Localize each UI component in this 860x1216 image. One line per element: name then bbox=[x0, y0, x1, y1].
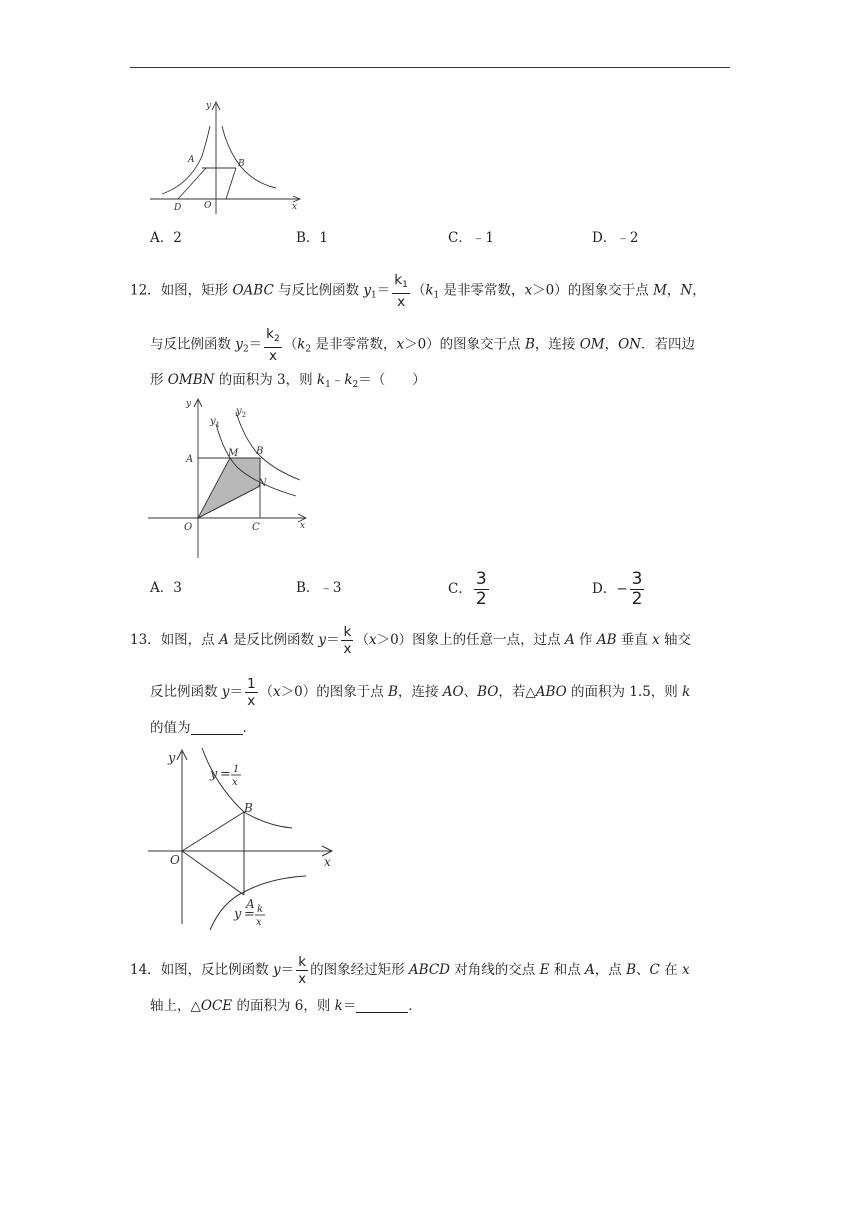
q12-label-y1: $y_1$ bbox=[210, 416, 221, 429]
q11-label-b: B bbox=[238, 159, 245, 169]
svg-text:x: x bbox=[232, 777, 238, 788]
header-rule bbox=[130, 67, 730, 68]
q11-option-c[interactable]: C．﹣1 bbox=[448, 230, 494, 246]
q14-line-2: 轴上，△OCE 的面积为 6，则 k＝ ． bbox=[150, 998, 422, 1014]
q12-label-c: C bbox=[252, 522, 260, 533]
q14-line-1: 14．如图，反比例函数 y＝ $\frac{k}{x}$ 的图象经过矩形 ABCD 对角线的交点 E 和点 A，点 B、C 在 x bbox=[130, 954, 690, 987]
q12-option-c[interactable]: C． $\frac{3}{2}$ bbox=[448, 569, 487, 609]
q12-y-label: y bbox=[186, 399, 192, 409]
q12-label-m: M bbox=[228, 448, 239, 459]
q11-option-b[interactable]: B．1 bbox=[296, 230, 329, 246]
q12-fraction-k2-over-x: $\frac{k_2}{x}$ bbox=[266, 326, 280, 364]
q13-label-a: A bbox=[246, 897, 255, 911]
q11-x-label: x bbox=[292, 202, 298, 212]
q12-line-1: 12．如图，矩形 OABC 与反比例函数 $y_1=$ $\frac{k_1}{x}$ （$k_1$ 是非零常数，x＞0）的图象交于点 M，N， bbox=[130, 272, 706, 310]
q12-line-3: 形 OMBN 的面积为 3，则 $k_1﹣k_2=$（ ） bbox=[150, 372, 426, 390]
q13-label-o: O bbox=[170, 853, 180, 867]
q12-option-c-fraction: $\frac{3}{2}$ bbox=[475, 569, 487, 609]
q12-option-d-fraction: $\frac{3}{2}$ bbox=[631, 569, 643, 609]
q12-label-n: N bbox=[258, 478, 267, 489]
q12-label-y2: $y_2$ bbox=[236, 406, 247, 419]
q13-label-eq2 bbox=[233, 904, 265, 928]
q13-line-2: 反比例函数 y＝ $\frac{1}{x}$ （x＞0）的图象于点 B，连接 AO、BO，若△ABO 的面积为 1.5，则 k bbox=[150, 676, 691, 709]
q13-figure bbox=[146, 742, 342, 934]
q11-figure bbox=[150, 96, 310, 216]
q12-line-2: 与反比例函数 $y_2=$ $\frac{k_2}{x}$ （$k_2$ 是非零常数，x＞0）的图象交于点 B，连接 OM，ON．若四边 bbox=[150, 326, 695, 364]
q12-label-a: A bbox=[186, 454, 194, 465]
svg-text:k: k bbox=[257, 904, 264, 915]
q13-answer-blank[interactable] bbox=[191, 720, 243, 735]
q13-line-3: 的值为 ． bbox=[150, 720, 256, 736]
svg-text:x: x bbox=[256, 917, 262, 928]
q11-option-a[interactable]: A．2 bbox=[150, 230, 182, 246]
q13-y-label: y bbox=[168, 751, 176, 766]
q12-label-o: O bbox=[184, 522, 193, 533]
q12-option-a[interactable]: A．3 bbox=[150, 580, 182, 596]
q12-label-b: B bbox=[256, 446, 264, 457]
q11-label-d: D bbox=[174, 203, 182, 213]
svg-text:1: 1 bbox=[233, 764, 240, 775]
q11-label-a: A bbox=[188, 155, 195, 165]
q14-fraction-k-over-x: $\frac{k}{x}$ bbox=[298, 954, 307, 987]
svg-text:y: y bbox=[210, 767, 218, 782]
q13-label-b: B bbox=[244, 801, 253, 815]
q14-answer-blank[interactable] bbox=[356, 998, 408, 1013]
svg-text:=: = bbox=[220, 767, 231, 782]
q11-label-o: O bbox=[204, 201, 212, 211]
q13-fraction-k-over-x: $\frac{k}{x}$ bbox=[343, 624, 352, 657]
q12-option-b[interactable]: B．﹣3 bbox=[296, 580, 342, 596]
q11-y-label: y bbox=[206, 101, 212, 111]
q13-line-1: 13．如图，点 A 是反比例函数 y＝ $\frac{k}{x}$ （x＞0）图象上的任意一点，过点 A 作 AB 垂直 x 轴交 bbox=[130, 624, 692, 657]
q13-label-eq1 bbox=[209, 764, 241, 788]
q12-figure bbox=[146, 394, 316, 560]
q11-option-d[interactable]: D．﹣2 bbox=[592, 230, 639, 246]
q12-x-label: x bbox=[300, 521, 306, 531]
svg-text:y: y bbox=[234, 907, 242, 922]
q13-x-label: x bbox=[324, 855, 331, 869]
q12-option-d[interactable]: D．− $\frac{3}{2}$ bbox=[592, 569, 643, 609]
q12-fraction-k1-over-x: $\frac{k_1}{x}$ bbox=[394, 272, 408, 310]
svg-text:=: = bbox=[244, 907, 255, 922]
q13-fraction-1-over-x: $\frac{1}{x}$ bbox=[246, 676, 256, 709]
